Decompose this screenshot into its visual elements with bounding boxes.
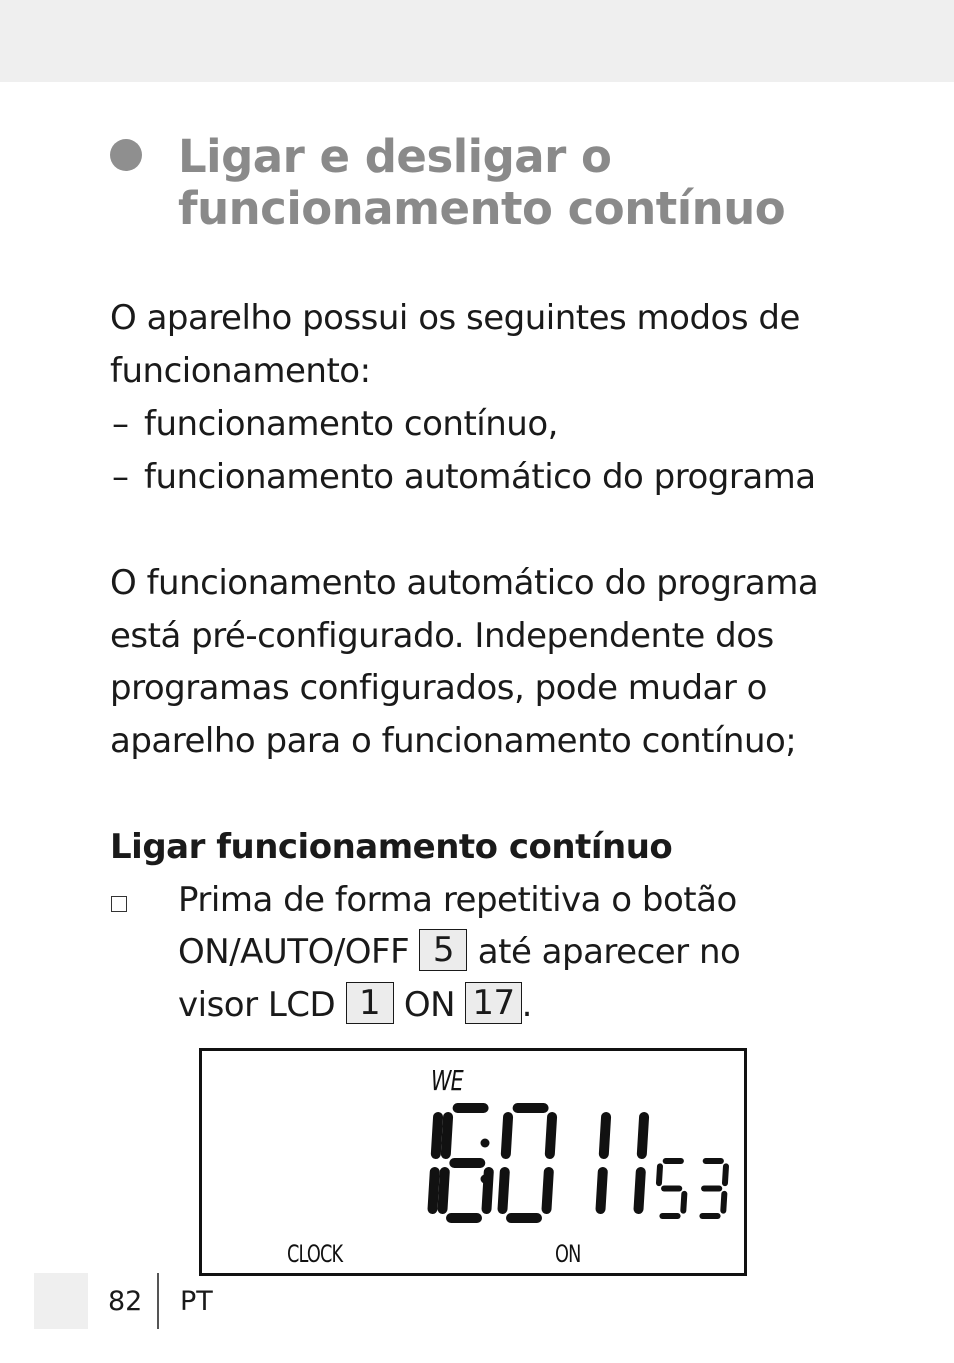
lcd-display-illustration bbox=[199, 1048, 747, 1276]
intro-text-line-2: funcionamento: bbox=[110, 351, 371, 391]
paragraph-line-2: está pré-configurado. Independente dos bbox=[110, 616, 774, 656]
step-text-segment: até aparecer no bbox=[467, 932, 741, 972]
step-checkbox-icon bbox=[111, 896, 127, 912]
step-text-line-3 bbox=[178, 979, 532, 1032]
step-text-segment: ON bbox=[393, 985, 466, 1025]
lcd-colon-dot bbox=[481, 1139, 490, 1148]
lcd-segment bbox=[642, 1117, 644, 1154]
footer-tab bbox=[34, 1273, 88, 1329]
lcd-segment bbox=[550, 1117, 552, 1154]
section-bullet-icon bbox=[110, 139, 142, 171]
intro-text-line-1: O aparelho possui os seguintes modos de bbox=[110, 298, 800, 338]
step-text-line-2 bbox=[178, 926, 740, 979]
lcd-segment bbox=[436, 1117, 438, 1154]
lcd-segment bbox=[659, 1166, 660, 1183]
language-code: PT bbox=[180, 1286, 213, 1317]
lcd-segment bbox=[639, 1172, 641, 1209]
lcd-segment bbox=[683, 1194, 684, 1211]
step-text-segment: ON/AUTO/OFF bbox=[178, 932, 420, 972]
lcd-segment bbox=[601, 1172, 603, 1209]
section-title-line-1: Ligar e desligar o bbox=[178, 130, 612, 183]
lcd-segment bbox=[547, 1172, 549, 1209]
section-title-line-2: funcionamento contínuo bbox=[178, 182, 786, 235]
page-number: 82 bbox=[108, 1286, 143, 1317]
lcd-digits bbox=[202, 1051, 744, 1273]
paragraph-line-1: O funcionamento automático do programa bbox=[110, 563, 819, 603]
lcd-segment bbox=[443, 1172, 445, 1209]
lcd-segment bbox=[725, 1166, 726, 1183]
lcd-clock-label: CLOCK bbox=[287, 1240, 343, 1268]
subsection-heading: Ligar funcionamento contínuo bbox=[110, 827, 673, 867]
button-reference-box: 5 bbox=[419, 929, 467, 971]
list-dash: – bbox=[112, 404, 129, 444]
mode-list-item-1: funcionamento contínuo, bbox=[144, 404, 558, 444]
step-text-segment: . bbox=[521, 985, 532, 1025]
on-reference-box: 17 bbox=[465, 982, 521, 1024]
top-header-band bbox=[0, 0, 954, 82]
lcd-segment bbox=[723, 1194, 724, 1211]
lcd-day-indicator: WE bbox=[431, 1064, 463, 1097]
lcd-segment bbox=[446, 1117, 448, 1154]
lcd-segment bbox=[503, 1172, 505, 1209]
step-text-line-1: Prima de forma repetitiva o botão bbox=[178, 880, 737, 920]
paragraph-line-3: programas configurados, pode mudar o bbox=[110, 668, 767, 708]
lcd-segment bbox=[433, 1172, 435, 1209]
footer-divider bbox=[157, 1273, 159, 1329]
paragraph-line-4: aparelho para o funcionamento contínuo; bbox=[110, 721, 797, 761]
display-reference-box: 1 bbox=[346, 982, 394, 1024]
lcd-segment bbox=[604, 1117, 606, 1154]
list-dash: – bbox=[112, 457, 129, 497]
lcd-segment bbox=[506, 1117, 508, 1154]
step-text-segment: visor LCD bbox=[178, 985, 346, 1025]
mode-list-item-2: funcionamento automático do programa bbox=[144, 457, 816, 497]
lcd-colon-dot bbox=[481, 1175, 490, 1184]
lcd-on-label: ON bbox=[555, 1240, 581, 1268]
